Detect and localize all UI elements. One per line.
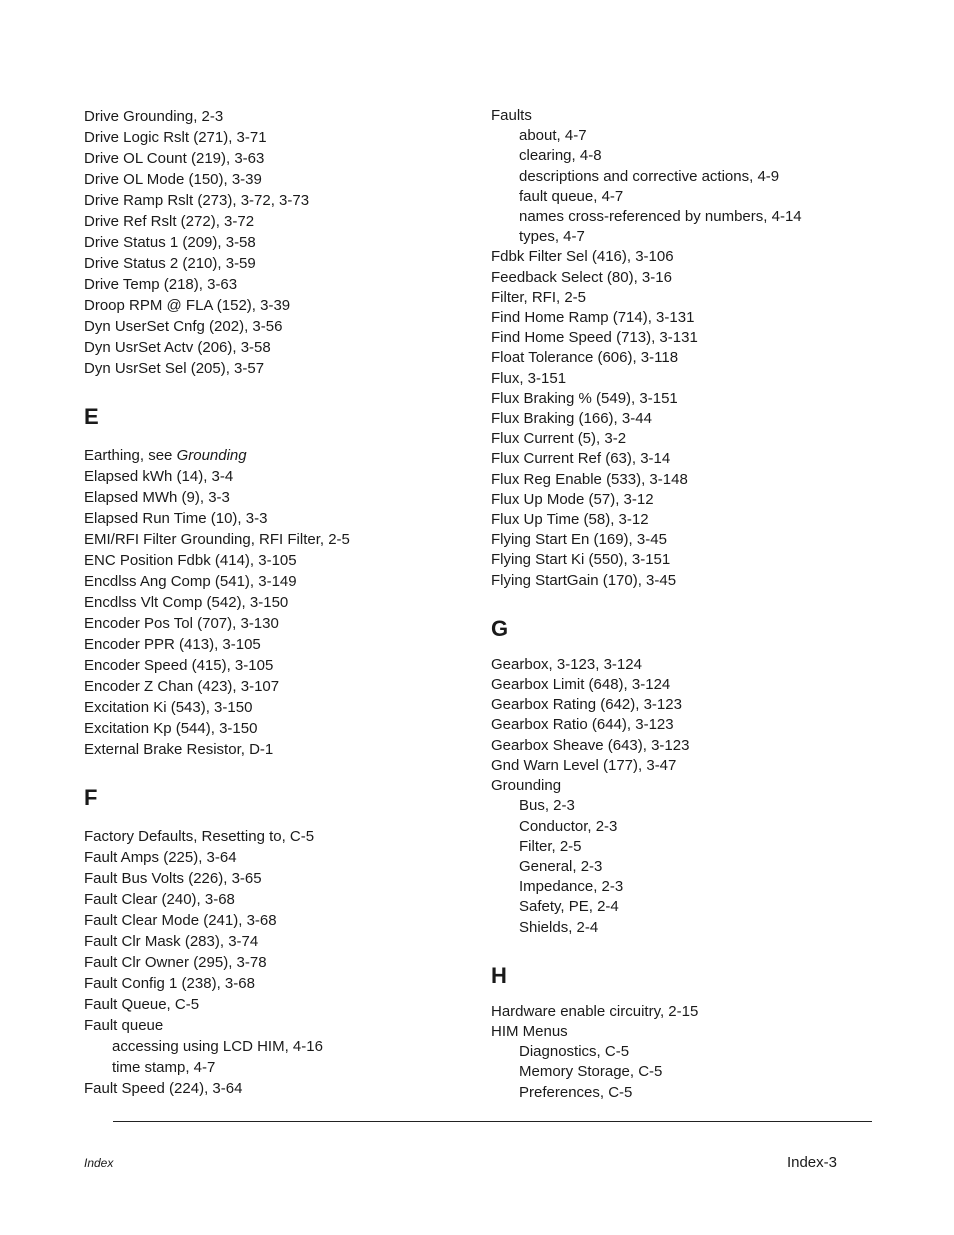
index-entry: Gnd Warn Level (177), 3-47 [491, 756, 677, 774]
index-entry: Encdlss Ang Comp (541), 3-149 [84, 573, 297, 590]
index-subentry: General, 2-3 [519, 857, 603, 875]
section-letter-heading: G [491, 615, 509, 641]
index-entry: Drive Grounding, 2-3 [84, 108, 224, 125]
index-entry: Elapsed MWh (9), 3-3 [84, 489, 230, 506]
index-entry: Flying Start En (169), 3-45 [491, 531, 667, 549]
index-subentry: Preferences, C-5 [519, 1083, 633, 1101]
index-entry: Flying StartGain (170), 3-45 [491, 571, 677, 589]
index-entry: Drive OL Mode (150), 3-39 [84, 171, 262, 188]
index-entry: Elapsed kWh (14), 3-4 [84, 468, 234, 485]
index-entry: Flux Up Time (58), 3-12 [491, 511, 649, 529]
section-letter-heading: H [491, 962, 507, 988]
index-entry: Flux Current Ref (63), 3-14 [491, 450, 671, 468]
index-entry: Filter, RFI, 2-5 [491, 288, 587, 306]
index-entry: Drive Logic Rslt (271), 3-71 [84, 129, 267, 146]
index-entry: Faults [491, 107, 532, 124]
index-entry: Encoder Pos Tol (707), 3-130 [84, 615, 279, 632]
index-entry: Find Home Speed (713), 3-131 [491, 329, 698, 347]
index-subentry: names cross-referenced by numbers, 4-14 [519, 208, 802, 226]
index-subentry: clearing, 4-8 [519, 147, 602, 165]
section-letter-heading: E [84, 404, 99, 429]
index-entry: Flux Reg Enable (533), 3-148 [491, 470, 688, 488]
index-entry: Fault Amps (225), 3-64 [84, 849, 237, 866]
index-entry: Drive Ref Rslt (272), 3-72 [84, 213, 255, 230]
index-entry: Dyn UserSet Cnfg (202), 3-56 [84, 318, 283, 335]
index-entry: Grounding [491, 777, 562, 795]
index-entry: Gearbox, 3-123, 3-124 [491, 655, 642, 673]
index-subentry: descriptions and corrective actions, 4-9 [519, 167, 780, 185]
index-entry: Gearbox Ratio (644), 3-123 [491, 716, 674, 734]
index-entry: Fault Bus Volts (226), 3-65 [84, 870, 262, 887]
index-subentry: Impedance, 2-3 [519, 878, 624, 896]
index-entry: Fault Speed (224), 3-64 [84, 1080, 243, 1097]
index-subentry: Conductor, 2-3 [519, 817, 618, 835]
index-entry: Flux, 3-151 [491, 369, 567, 387]
index-subentry: types, 4-7 [519, 228, 585, 246]
index-subentry: fault queue, 4-7 [519, 187, 624, 205]
index-entry: Drive Temp (218), 3-63 [84, 276, 238, 293]
index-entry: Float Tolerance (606), 3-118 [491, 349, 679, 367]
index-entry: Drive Ramp Rslt (273), 3-72, 3-73 [84, 192, 310, 209]
index-entry: Fault Clr Mask (283), 3-74 [84, 933, 259, 950]
index-entry: External Brake Resistor, D-1 [84, 741, 274, 758]
index-entry: Fdbk Filter Sel (416), 3-106 [491, 248, 674, 266]
footer-page-number: Index-3 [786, 1154, 837, 1171]
index-entry: Encoder Speed (415), 3-105 [84, 657, 274, 674]
index-see-reference: Grounding [176, 447, 247, 464]
index-entry: Drive Status 2 (210), 3-59 [84, 255, 256, 272]
index-entry: Fault Config 1 (238), 3-68 [84, 975, 255, 992]
index-entry: Gearbox Rating (642), 3-123 [491, 696, 682, 714]
index-subentry: Safety, PE, 2-4 [519, 898, 619, 916]
index-entry: Fault Clear Mode (241), 3-68 [84, 912, 277, 929]
index-entry: Flux Braking % (549), 3-151 [491, 389, 678, 407]
index-subentry: about, 4-7 [519, 127, 587, 145]
footer-divider [113, 1121, 872, 1122]
index-subentry: Memory Storage, C-5 [519, 1063, 663, 1081]
index-entry: HIM Menus [491, 1022, 568, 1040]
index-entry: Dyn UsrSet Actv (206), 3-58 [84, 339, 271, 356]
index-entry: Droop RPM @ FLA (152), 3-39 [84, 297, 291, 314]
index-entry: Excitation Ki (543), 3-150 [84, 699, 253, 716]
section-letter-heading: F [84, 785, 98, 810]
index-subentry: Filter, 2-5 [519, 837, 582, 855]
index-entry: Fault Queue, C-5 [84, 996, 200, 1013]
index-entry: Feedback Select (80), 3-16 [491, 268, 672, 286]
footer-section-label: Index [84, 1156, 114, 1170]
index-entry: Find Home Ramp (714), 3-131 [491, 309, 695, 327]
index-subentry: Diagnostics, C-5 [519, 1043, 630, 1061]
index-entry: Gearbox Limit (648), 3-124 [491, 676, 671, 694]
index-entry: Encoder PPR (413), 3-105 [84, 636, 261, 653]
index-entry: Factory Defaults, Resetting to, C-5 [84, 828, 315, 845]
index-entry: Flux Up Mode (57), 3-12 [491, 490, 654, 508]
index-subentry: time stamp, 4-7 [112, 1059, 216, 1076]
index-entry: Drive OL Count (219), 3-63 [84, 150, 265, 167]
index-entry: Fault Clear (240), 3-68 [84, 891, 235, 908]
index-entry: Drive Status 1 (209), 3-58 [84, 234, 256, 251]
index-entry: EMI/RFI Filter Grounding, RFI Filter, 2-5 [84, 531, 350, 548]
index-entry: Flux Braking (166), 3-44 [491, 410, 652, 428]
index-entry: Dyn UsrSet Sel (205), 3-57 [84, 360, 265, 377]
index-entry: Fault Clr Owner (295), 3-78 [84, 954, 267, 971]
index-entry [84, 445, 464, 466]
index-entry: Encdlss Vlt Comp (542), 3-150 [84, 594, 289, 611]
index-column-right [491, 106, 891, 1103]
index-entry: Elapsed Run Time (10), 3-3 [84, 510, 268, 527]
index-entry: Fault queue [84, 1017, 164, 1034]
index-entry: Gearbox Sheave (643), 3-123 [491, 736, 690, 754]
index-subentry: Bus, 2-3 [519, 797, 575, 815]
index-entry-text: Earthing, see [84, 447, 177, 464]
index-entry: ENC Position Fdbk (414), 3-105 [84, 552, 297, 569]
index-entry: Flux Current (5), 3-2 [491, 430, 627, 448]
index-subentry: accessing using LCD HIM, 4-16 [112, 1038, 323, 1055]
index-column-left [84, 106, 464, 1099]
index-subentry: Shields, 2-4 [519, 918, 599, 936]
index-entry: Encoder Z Chan (423), 3-107 [84, 678, 280, 695]
index-entry: Hardware enable circuitry, 2-15 [491, 1002, 699, 1020]
index-entry: Excitation Kp (544), 3-150 [84, 720, 258, 737]
index-entry: Flying Start Ki (550), 3-151 [491, 551, 671, 569]
